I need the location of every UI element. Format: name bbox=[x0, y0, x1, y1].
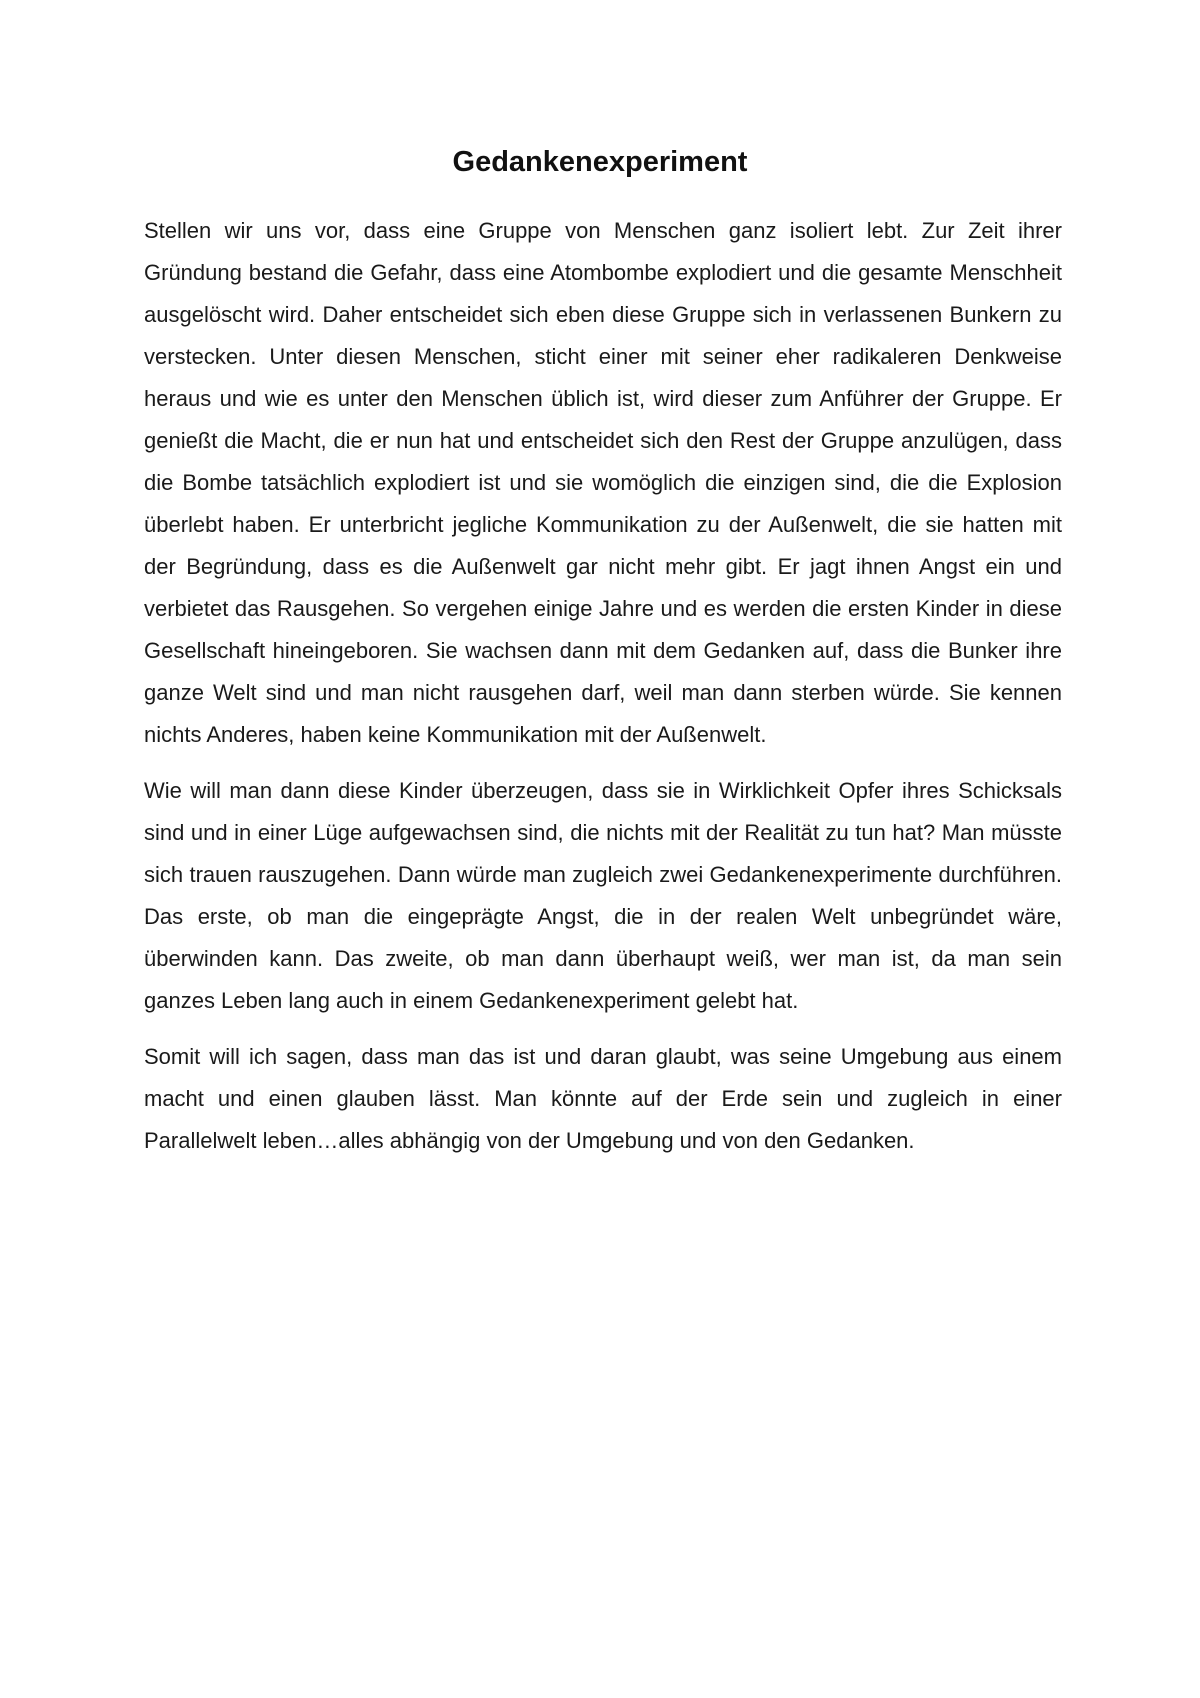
paragraph-1: Stellen wir uns vor, dass eine Gruppe von Menschen ganz isoliert lebt. Zur Zeit ihrer Gründung bestand die Gefahr, dass eine Atombombe explodiert und die gesamte Menschheit ausgelöscht wird. Daher entscheidet sich eben diese Gruppe sich in verlassenen Bunkern zu verstecken. Unter diesen Menschen, sticht einer mit seiner eher radikaleren Denkweise heraus und wie es unter den Menschen üblich ist, wird dieser zum Anführer der Gruppe. Er genießt die Macht, die er nun hat und entscheidet sich den Rest der Gruppe anzulügen, dass die Bombe tatsächlich explodiert ist und sie womöglich die einzigen sind, die die Explosion überlebt haben. Er unterbricht jegliche Kommunikation zu der Außenwelt, die sie hatten mit der Begründung, dass es die Außenwelt gar nicht mehr gibt. Er jagt ihnen Angst ein und verbietet das Rausgehen. So vergehen einige Jahre und es werden die ersten Kinder in diese Gesellschaft hineingeboren. Sie wachsen dann mit dem Gedanken auf, dass die Bunker ihre ganze Welt sind und man nicht rausgehen darf, weil man dann sterben würde. Sie kennen nichts Anderes, haben keine Kommunikation mit der Außenwelt. bbox=[144, 218, 1062, 747]
document-title: Gedankenexperiment bbox=[452, 146, 748, 178]
paragraph-3: Somit will ich sagen, dass man das ist und daran glaubt, was seine Umgebung aus einem macht und einen glauben lässt. Man könnte auf der Erde sein und zugleich in einer Parallelwelt leben…alles abhängig von der Umgebung und von den Gedanken. bbox=[144, 1044, 1062, 1153]
document-body bbox=[144, 210, 1062, 1176]
paragraph-2: Wie will man dann diese Kinder überzeugen, dass sie in Wirklichkeit Opfer ihres Schicksals sind und in einer Lüge aufgewachsen sind, die nichts mit der Realität zu tun hat? Man müsste sich trauen rauszugehen. Dann würde man zugleich zwei Gedankenexperimente durchführen. Das erste, ob man die eingeprägte Angst, die in der realen Welt unbegründet wäre, überwinden kann. Das zweite, ob man dann überhaupt weiß, wer man ist, da man sein ganzes Leben lang auch in einem Gedankenexperiment gelebt hat. bbox=[144, 778, 1062, 1013]
